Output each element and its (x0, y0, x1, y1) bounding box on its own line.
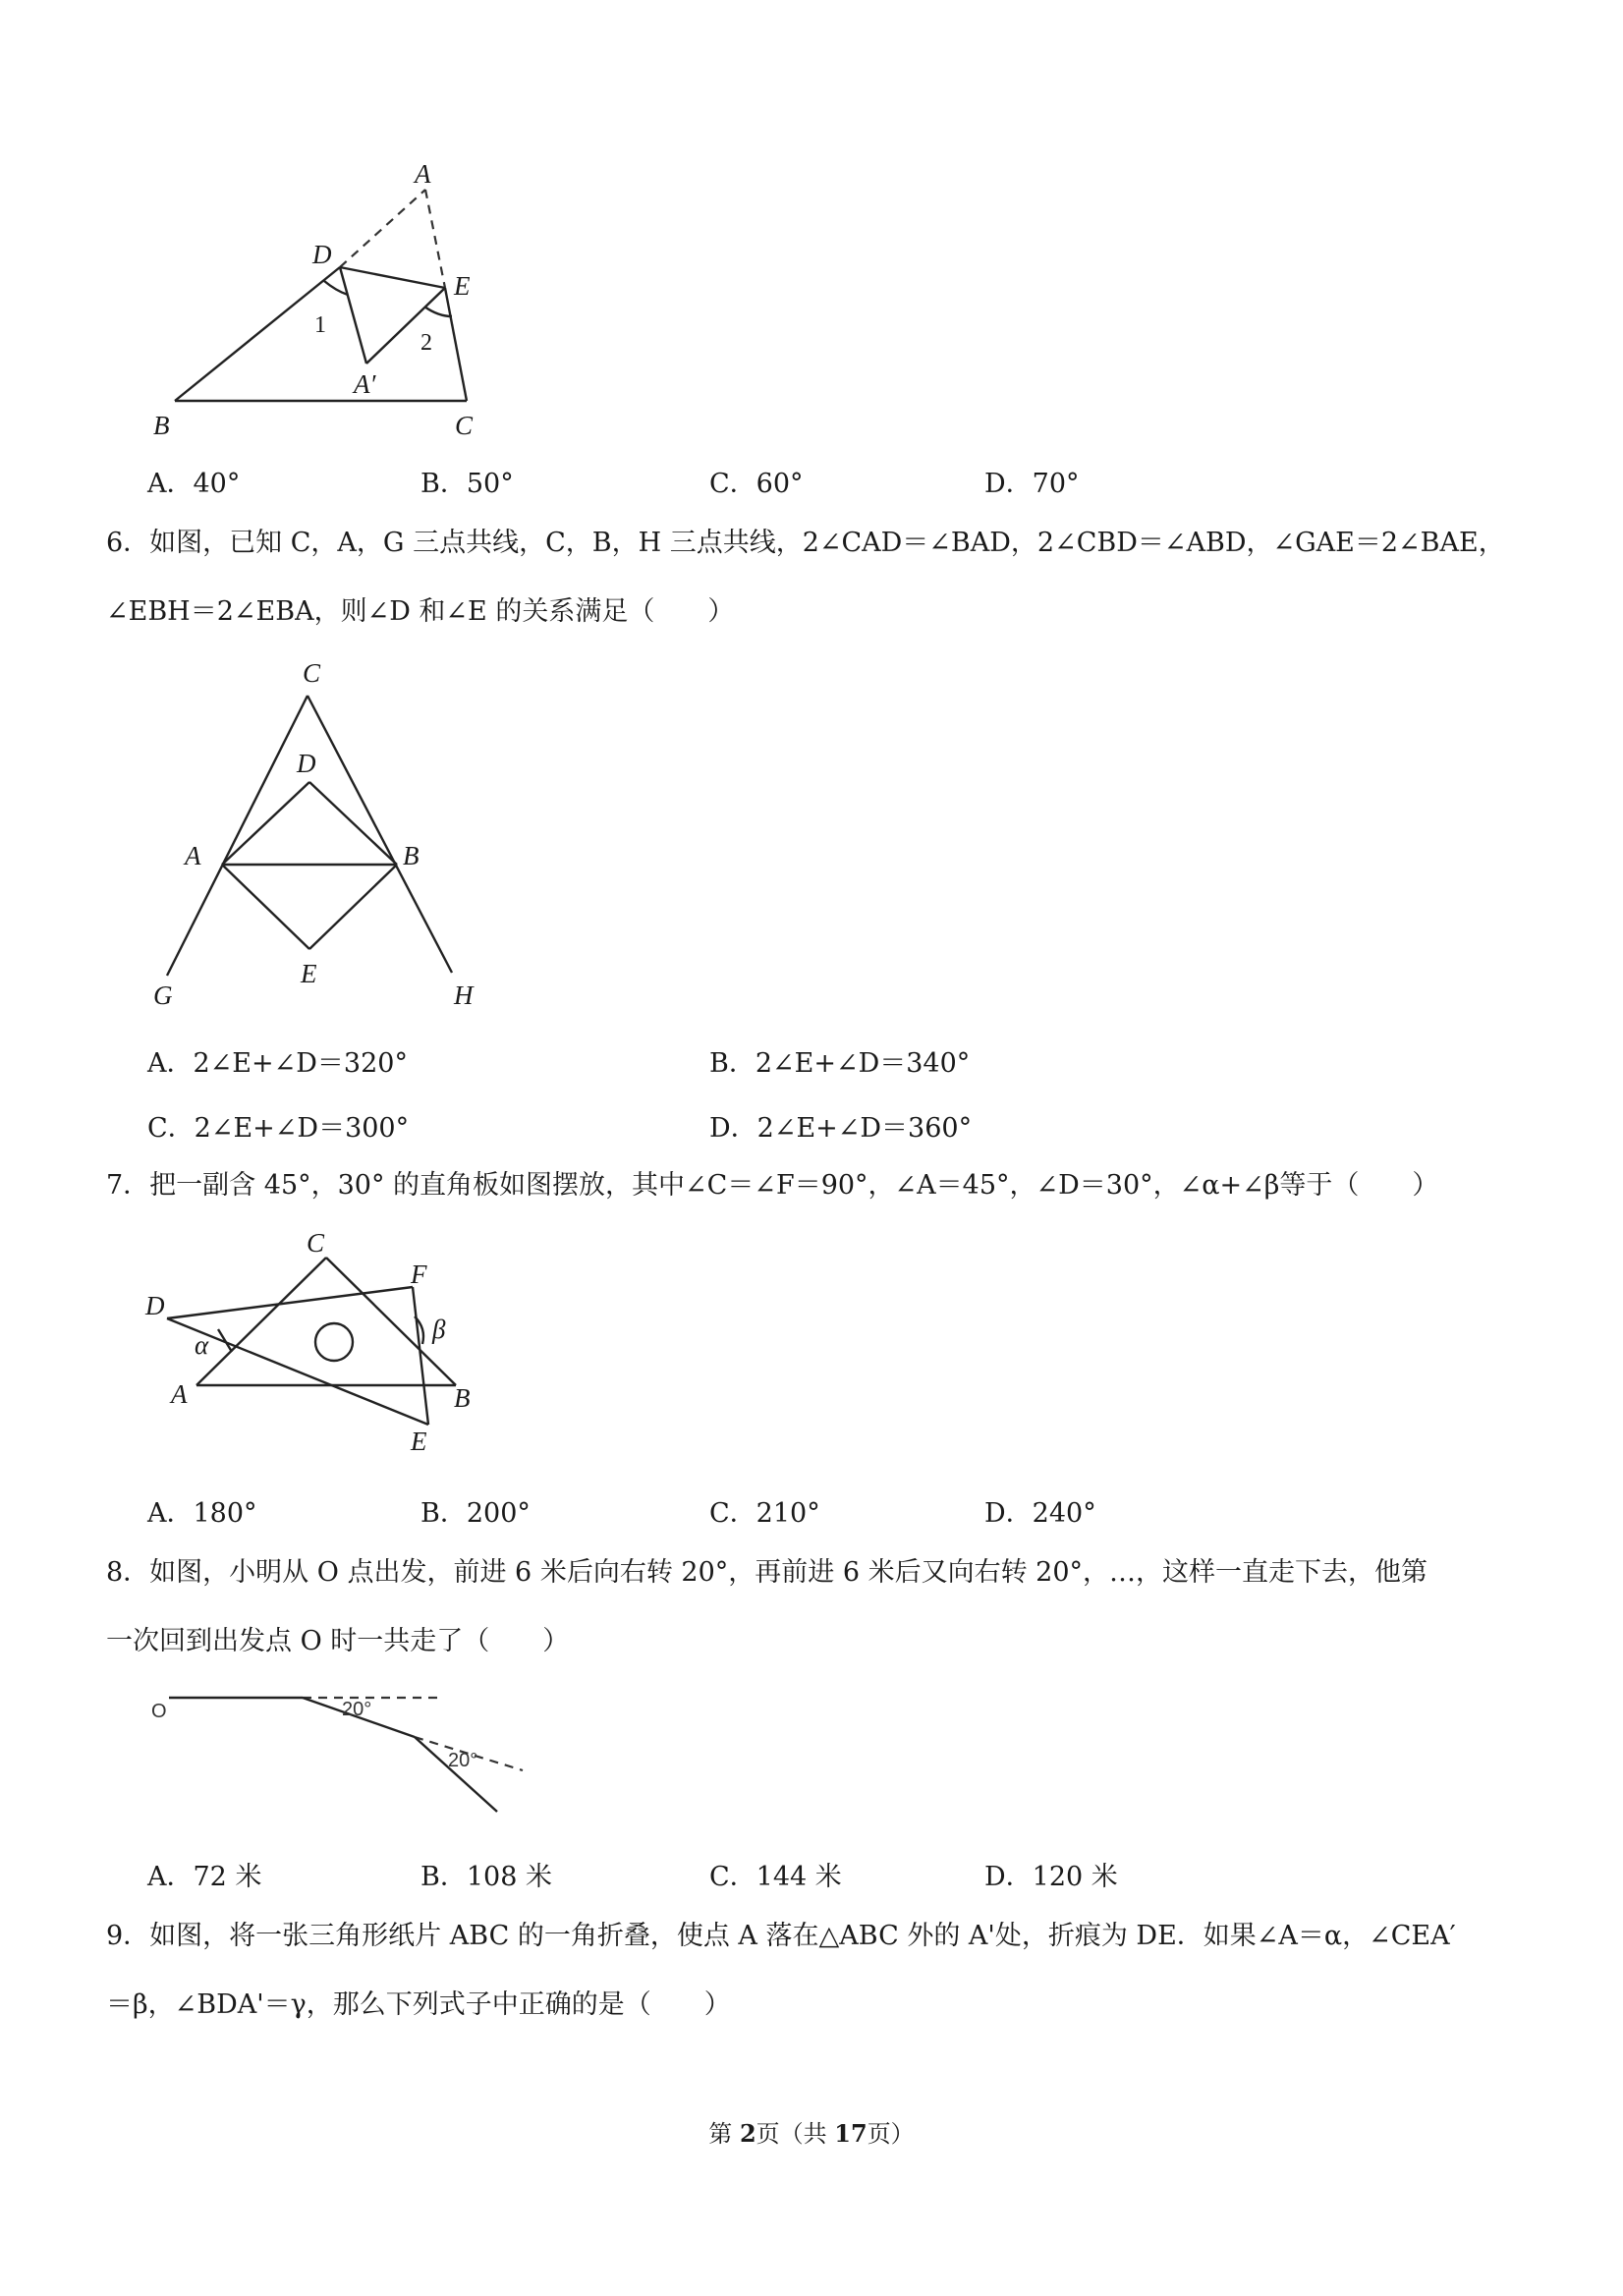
q7-label-a: A (171, 1379, 188, 1409)
option-letter: B． (420, 1862, 467, 1892)
q5-label-angle2: 2 (420, 330, 432, 356)
option-text: 40° (193, 469, 241, 499)
option-text: 2∠E+∠D＝300° (194, 1113, 410, 1144)
option-letter: B． (420, 1498, 467, 1529)
option-text: 72 米 (193, 1862, 262, 1892)
q9-stem (106, 1902, 1540, 2040)
option-text: 2∠E+∠D＝320° (193, 1048, 408, 1079)
q7-stem-line1: 7．把一副含 45°，30° 的直角板如图摆放，其中∠C＝∠F＝90°，∠A＝45°，∠D＝30°，∠α+∠β等于（ ） (106, 1170, 1439, 1201)
q6-label-e: E (301, 959, 317, 988)
q6-stem-line2: ∠EBH＝2∠EBA，则∠D 和∠E 的关系满足（ ） (106, 596, 735, 627)
option-letter: A． (147, 1498, 194, 1529)
q5-label-angle1: 1 (314, 312, 326, 338)
option-text: 50° (466, 469, 514, 499)
q7-label-b: B (454, 1383, 471, 1413)
option-letter: C． (709, 1862, 756, 1892)
q7-label-d: D (145, 1291, 165, 1320)
option-letter: C． (709, 469, 756, 499)
q5-label-e: E (454, 271, 471, 301)
option-text: 108 米 (466, 1862, 552, 1892)
q5-label-a-prime: A′ (354, 369, 376, 399)
option-text: 60° (756, 469, 804, 499)
q8-path-segment-3 (415, 1737, 497, 1812)
option-text: 210° (756, 1498, 820, 1529)
option-letter: A． (147, 1862, 194, 1892)
option-letter: A． (147, 469, 194, 499)
option-text: 120 米 (1032, 1862, 1118, 1892)
option-text: 70° (1032, 469, 1080, 499)
option-letter: B． (420, 469, 467, 499)
option-text: 144 米 (756, 1862, 842, 1892)
q8-option-d[interactable] (984, 1855, 1118, 1893)
option-text: 200° (466, 1498, 531, 1529)
q8-stem-line1: 8．如图，小明从 O 点出发，前进 6 米后向右转 20°，再前进 6 米后又向右转 20°，…，这样一直走下去，他第 (106, 1557, 1428, 1588)
option-letter: D． (984, 1498, 1033, 1529)
q7-label-c: C (307, 1228, 325, 1258)
option-text: 2∠E+∠D＝340° (755, 1048, 971, 1079)
q6-label-h: H (454, 980, 474, 1010)
q7-label-e: E (411, 1427, 427, 1456)
option-text: 180° (193, 1498, 257, 1529)
page-footer (0, 2114, 1623, 2149)
q8-option-a[interactable] (147, 1855, 261, 1893)
q8-stem-line2: 一次回到出发点 O 时一共走了（ ） (106, 1626, 570, 1656)
footer-total-pages: 17 (834, 2119, 867, 2148)
q5-label-b: B (153, 411, 170, 440)
q8-option-b[interactable] (420, 1855, 552, 1893)
q8-option-c[interactable] (709, 1855, 842, 1893)
footer-suffix: 页） (867, 2120, 915, 2148)
option-letter: A． (147, 1048, 194, 1079)
option-letter: D． (709, 1113, 757, 1144)
option-letter: C． (147, 1113, 195, 1144)
q8-label-angle-a: 20° (342, 1699, 372, 1720)
q8-label-o: O (151, 1701, 167, 1722)
q9-stem-line2: ＝β，∠BDA'＝γ，那么下列式子中正确的是（ ） (106, 1989, 731, 2020)
q6-stem-line1: 6．如图，已知 C，A，G 三点共线，C，B，H 三点共线，2∠CAD＝∠BAD，2∠CBD＝∠ABD，∠GAE＝2∠BAE， (106, 528, 1505, 558)
option-letter: C． (709, 1498, 756, 1529)
option-letter: D． (984, 1862, 1033, 1892)
footer-page-number: 2 (739, 2119, 756, 2148)
option-letter: D． (984, 469, 1033, 499)
q6-label-c: C (303, 658, 321, 688)
q6-label-d: D (297, 749, 316, 778)
q5-label-c: C (455, 411, 474, 440)
q6-label-b: B (403, 841, 420, 870)
footer-prefix: 第 (708, 2120, 740, 2148)
q6-label-a: A (185, 841, 201, 870)
q6-label-g: G (153, 980, 173, 1010)
q7-label-alpha: α (195, 1330, 209, 1360)
q7-label-beta: β (432, 1315, 446, 1344)
q9-stem-line1: 9．如图，将一张三角形纸片 ABC 的一角折叠，使点 A 落在△ABC 外的 A'处，折痕为 DE．如果∠A＝α，∠CEA′ (106, 1921, 1456, 1951)
q8-label-angle-b: 20° (448, 1750, 478, 1771)
q5-label-d: D (312, 240, 332, 269)
option-letter: B． (709, 1048, 756, 1079)
footer-middle: 页（共 (756, 2120, 835, 2148)
option-text: 240° (1032, 1498, 1096, 1529)
q5-label-a: A (415, 159, 431, 189)
q7-label-f: F (411, 1260, 427, 1289)
option-text: 2∠E+∠D＝360° (756, 1113, 973, 1144)
